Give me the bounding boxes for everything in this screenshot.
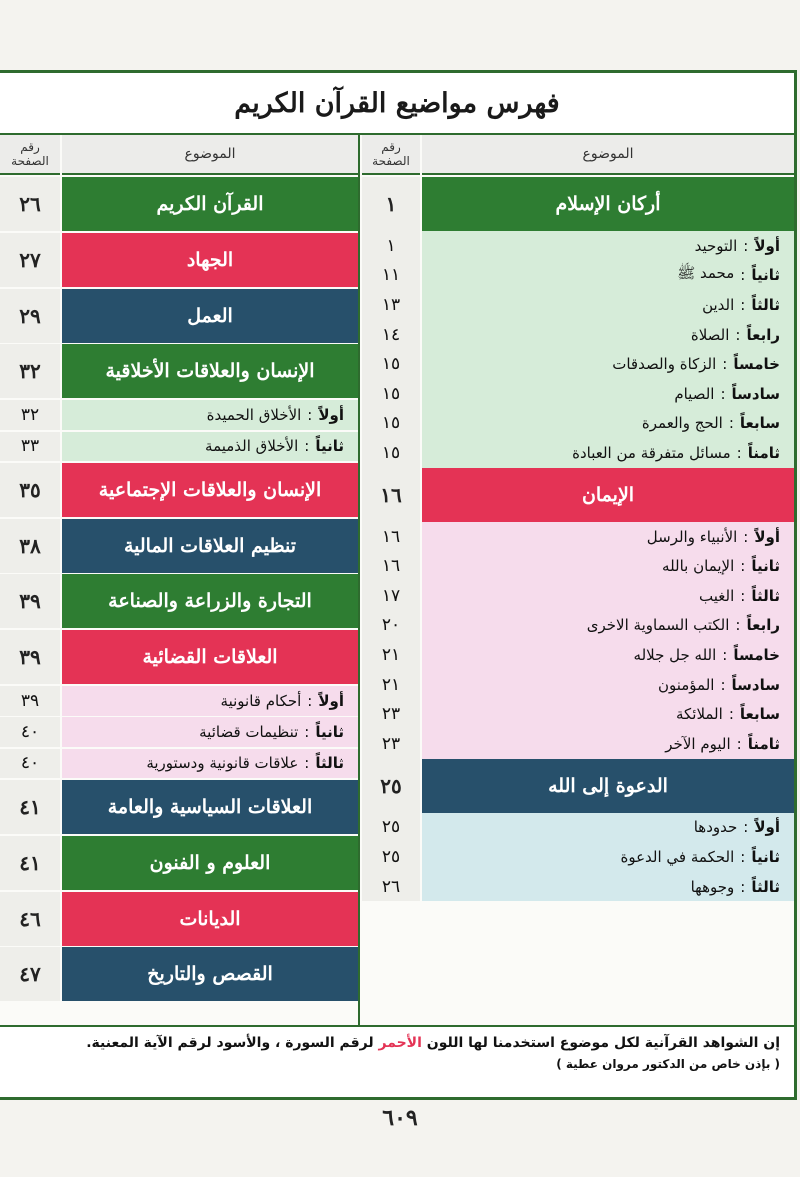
page-number-cell: ٣٢ [0, 344, 60, 398]
page-number-cell: ١٦ [362, 522, 420, 552]
page-header-line1: رقم [381, 140, 401, 154]
page-number-cell: ٢٥ [362, 813, 420, 843]
ordinal-separator: : [307, 405, 313, 424]
ordinal-separator: : [743, 818, 749, 837]
page-number-cell: ١١ [362, 261, 420, 291]
section-heading: العلاقات القضائية [62, 630, 358, 684]
subtopic-row [422, 231, 794, 261]
section-heading: الدعوة إلى الله [422, 759, 794, 813]
ordinal-separator: : [728, 705, 734, 724]
subtopic-label: محمد ﷺ [677, 264, 735, 283]
subtopic-label: الإيمان بالله [662, 557, 735, 576]
page-number-cell: ٣٣ [0, 432, 60, 462]
subtopic-label: وجوهها [690, 877, 735, 896]
page-number-cell: ٢٩ [0, 289, 60, 343]
subtopic-row [422, 872, 794, 902]
subtopic-row [422, 640, 794, 670]
title-bar [0, 73, 794, 135]
ordinal-separator: : [722, 355, 728, 374]
page-number-cell: ١٧ [362, 581, 420, 611]
topic-header-label: الموضوع [582, 146, 634, 162]
page-number-cell: ٤٧ [0, 947, 60, 1001]
index-frame [0, 70, 797, 1100]
footer-red-word: الأحمر [378, 1035, 422, 1051]
subtopic-label: المؤمنون [657, 675, 715, 694]
page-top-margin [0, 0, 800, 68]
ordinal-label: ثانياً [315, 437, 344, 456]
subtopic-label: الأخلاق الحميدة [206, 405, 302, 424]
section-heading: تنظيم العلاقات المالية [62, 519, 358, 573]
topic-header-right [422, 135, 794, 175]
subtopic-row [422, 581, 794, 611]
page-number-cell: ٤١ [0, 780, 60, 834]
page-number-cell: ١٦ [362, 551, 420, 581]
subtopic-row [422, 551, 794, 581]
ordinal-separator: : [743, 527, 749, 546]
subtopic-label: الأنبياء والرسل [646, 527, 738, 546]
subtopic-row [62, 749, 358, 779]
subtopic-label: الزكاة والصدقات [612, 355, 717, 374]
ordinal-separator: : [740, 295, 746, 314]
page-number-cell: ٣٩ [0, 686, 60, 716]
subtopic-row [422, 842, 794, 872]
ordinal-label: ثانياً [751, 557, 780, 576]
column-divider [358, 135, 360, 1025]
subtopic-label: اليوم الآخر [665, 734, 731, 753]
page-number-cell: ١٥ [362, 438, 420, 468]
subtopic-label: الدين [702, 295, 735, 314]
page-number-cell: ٤٠ [0, 749, 60, 779]
ordinal-separator: : [736, 443, 742, 462]
subtopic-row [422, 379, 794, 409]
subtopic-row [422, 813, 794, 843]
ordinal-separator: : [728, 414, 734, 433]
page-number: ٦٠٩ [382, 1105, 418, 1131]
subtopic-label: الأخلاق الذميمة [205, 437, 299, 456]
subtopic-row [422, 438, 794, 468]
page-number-cell: ١ [362, 177, 420, 231]
page-number-cell: ١٣ [362, 290, 420, 320]
ordinal-label: ثانياً [751, 266, 780, 285]
ordinal-label: ثالثاً [751, 295, 780, 314]
section-heading: الإيمان [422, 468, 794, 522]
ordinal-separator: : [720, 384, 726, 403]
page-number-cell: ٢٥ [362, 842, 420, 872]
ordinal-label: أولاً [754, 818, 780, 837]
ordinal-separator: : [743, 236, 749, 255]
page-number-cell: ٤٦ [0, 892, 60, 946]
subtopic-label: الله جل جلاله [633, 645, 717, 664]
page-number-cell: ٣٨ [0, 519, 60, 573]
ordinal-separator: : [720, 675, 726, 694]
subtopic-label: الغيب [699, 586, 735, 605]
subtopic-label: علاقات قانونية ودستورية [146, 754, 299, 773]
page-number-cell: ١٥ [362, 409, 420, 439]
ordinal-separator: : [304, 723, 310, 742]
subtopic-label: تنظيمات قضائية [199, 723, 299, 742]
section-heading: القصص والتاريخ [62, 947, 358, 1001]
subtopic-row [62, 717, 358, 747]
page-number-cell: ٣٩ [0, 574, 60, 628]
page-number-cell: ٢٦ [0, 177, 60, 231]
ordinal-label: ثالثاً [751, 877, 780, 896]
ordinal-label: ثامناً [747, 443, 780, 462]
ordinal-separator: : [307, 691, 313, 710]
ordinal-label: سادساً [731, 675, 780, 694]
footer-line1 [14, 1035, 780, 1051]
subtopic-row [422, 670, 794, 700]
ordinal-separator: : [740, 847, 746, 866]
footer-line2: ( بإذن خاص من الدكتور مروان عطية ) [556, 1057, 780, 1071]
ordinal-label: سابعاً [739, 705, 780, 724]
ordinal-separator: : [735, 616, 741, 635]
subtopic-row [422, 261, 794, 291]
ordinal-separator: : [304, 437, 310, 456]
page-number-cell: ٢١ [362, 670, 420, 700]
subtopic-label: التوحيد [694, 236, 738, 255]
subtopic-label: الصيام [674, 384, 715, 403]
ordinal-label: أولاً [318, 405, 344, 424]
page-number-cell: ١٤ [362, 320, 420, 350]
page-number-cell: ٢٥ [362, 759, 420, 813]
page-header-line2: الصفحة [372, 154, 410, 168]
section-heading: العلاقات السياسية والعامة [62, 780, 358, 834]
subtopic-row [422, 522, 794, 552]
ordinal-label: رابعاً [746, 616, 780, 635]
ordinal-label: أولاً [754, 527, 780, 546]
ordinal-separator: : [736, 734, 742, 753]
page-number-cell: ٣٥ [0, 463, 60, 517]
page-number-cell: ١٥ [362, 379, 420, 409]
page-number-cell: ٣٢ [0, 400, 60, 430]
page-header-left [0, 135, 60, 175]
subtopic-row [62, 432, 358, 462]
subtopic-label: الكتب السماوية الاخرى [586, 616, 730, 635]
page-number-cell: ٢١ [362, 640, 420, 670]
ordinal-label: ثانياً [315, 723, 344, 742]
subtopic-label: مسائل متفرقة من العبادة [572, 443, 731, 462]
section-heading: القرآن الكريم [62, 177, 358, 231]
page-number-cell: ٣٩ [0, 630, 60, 684]
subtopic-row [422, 290, 794, 320]
subtopic-row [422, 320, 794, 350]
page-number-cell: ٢٠ [362, 611, 420, 641]
footer-note [0, 1025, 794, 1097]
footer-text-a: إن الشواهد القرآنية لكل موضوع استخدمنا لها اللون [426, 1035, 780, 1051]
subtopic-row [422, 349, 794, 379]
section-heading: أركان الإسلام [422, 177, 794, 231]
footer-text-b: لرقم السورة ، والأسود لرقم الآية المعنية. [86, 1035, 374, 1051]
subtopic-row [422, 699, 794, 729]
ordinal-separator: : [735, 325, 741, 344]
section-heading: العمل [62, 289, 358, 343]
subtopic-label: حدودها [693, 818, 738, 837]
ordinal-label: خامساً [733, 645, 780, 664]
section-heading: الإنسان والعلاقات الأخلاقية [62, 344, 358, 398]
topic-header-label: الموضوع [184, 146, 236, 162]
ordinal-separator: : [722, 645, 728, 664]
ordinal-separator: : [740, 586, 746, 605]
page-header-right [362, 135, 420, 175]
ordinal-separator: : [740, 877, 746, 896]
ordinal-label: ثالثاً [751, 586, 780, 605]
ordinal-separator: : [740, 266, 746, 285]
ordinal-label: سادساً [731, 384, 780, 403]
section-heading: العلوم و الفنون [62, 836, 358, 890]
page-header-line1: رقم [20, 140, 40, 154]
section-heading: التجارة والزراعة والصناعة [62, 574, 358, 628]
ordinal-label: رابعاً [746, 325, 780, 344]
page-number-cell: ٢٦ [362, 872, 420, 902]
section-heading: الديانات [62, 892, 358, 946]
subtopic-row [422, 611, 794, 641]
page-number-cell: ١٥ [362, 349, 420, 379]
ordinal-label: أولاً [754, 236, 780, 255]
subtopic-label: أحكام قانونية [220, 691, 302, 710]
page-title: فهرس مواضيع القرآن الكريم [234, 87, 560, 119]
page-number-cell: ١ [362, 231, 420, 261]
section-heading: الإنسان والعلاقات الإجتماعية [62, 463, 358, 517]
ordinal-separator: : [740, 557, 746, 576]
subtopic-label: الملائكة [675, 705, 723, 724]
ordinal-label: خامساً [733, 355, 780, 374]
section-heading: الجهاد [62, 233, 358, 287]
subtopic-label: الحج والعمرة [641, 414, 723, 433]
subtopic-row [62, 400, 358, 430]
ordinal-label: سابعاً [739, 414, 780, 433]
ordinal-label: ثامناً [747, 734, 780, 753]
ordinal-separator: : [304, 754, 310, 773]
ordinal-label: أولاً [318, 691, 344, 710]
subtopic-row [422, 729, 794, 759]
ordinal-label: ثالثاً [315, 754, 344, 773]
page-number-cell: ١٦ [362, 468, 420, 522]
page-number-cell: ٢٧ [0, 233, 60, 287]
page-number-cell: ٢٣ [362, 729, 420, 759]
subtopic-row [62, 686, 358, 716]
topic-header-left [62, 135, 358, 175]
page-number-cell: ٤١ [0, 836, 60, 890]
subtopic-label: الحكمة في الدعوة [620, 847, 735, 866]
subtopic-row [422, 409, 794, 439]
page-header-line2: الصفحة [11, 154, 49, 168]
ordinal-label: ثانياً [751, 847, 780, 866]
page-number-cell: ٢٣ [362, 699, 420, 729]
page-number-cell: ٤٠ [0, 717, 60, 747]
subtopic-label: الصلاة [690, 325, 730, 344]
